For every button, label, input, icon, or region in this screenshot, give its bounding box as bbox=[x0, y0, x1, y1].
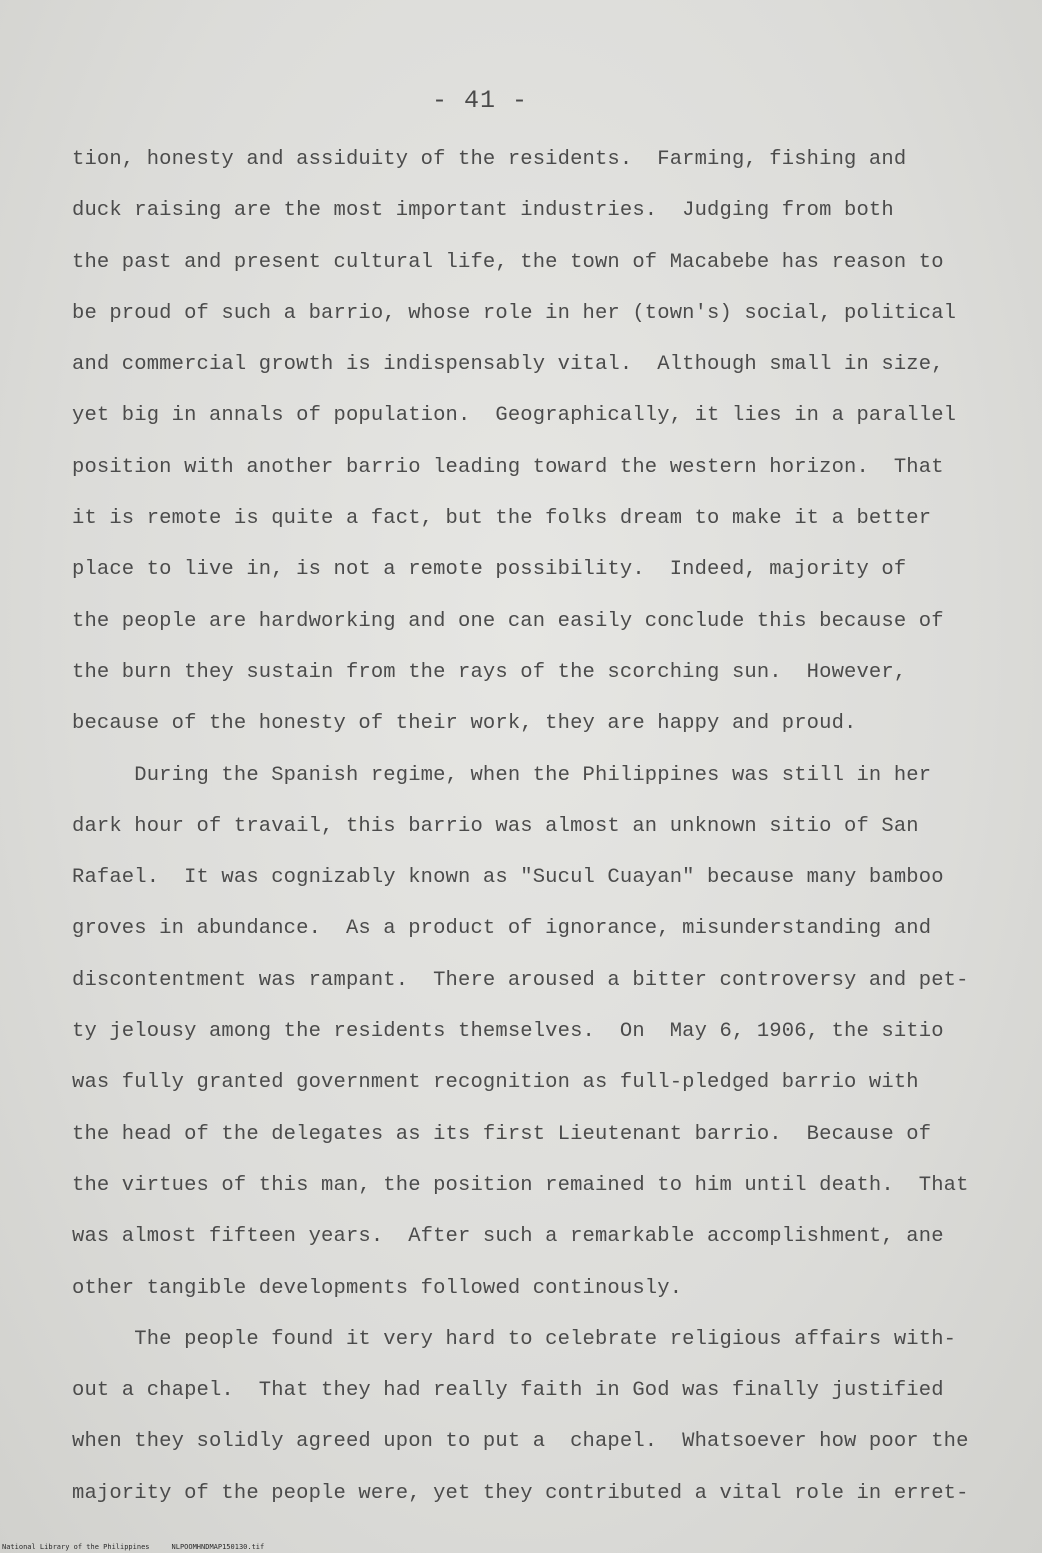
text-line: when they solidly agreed upon to put a chapel. Whatsoever how poor the bbox=[72, 1430, 969, 1454]
footer-filename: NLPOOMHNDMAP150130.tif bbox=[171, 1543, 265, 1551]
text-line: discontentment was rampant. There aroused a bitter controversy and pet- bbox=[72, 968, 969, 992]
footer-library: National Library of the Philippines bbox=[2, 1543, 150, 1551]
text-line: the burn they sustain from the rays of the scorching sun. However, bbox=[72, 660, 907, 684]
text-line: position with another barrio leading toward the western horizon. That bbox=[72, 455, 944, 479]
text-line: groves in abundance. As a product of ignorance, misunderstanding and bbox=[72, 917, 932, 941]
text-line: majority of the people were, yet they contributed a vital role in erret- bbox=[72, 1481, 969, 1505]
text-line: and commercial growth is indispensably vital. Although small in size, bbox=[72, 353, 944, 377]
text-line: the virtues of this man, the position remained to him until death. That bbox=[72, 1173, 969, 1197]
text-line: The people found it very hard to celebrate religious affairs with- bbox=[72, 1327, 957, 1351]
text-line: the past and present cultural life, the town of Macabebe has reason to bbox=[72, 250, 944, 274]
text-line: place to live in, is not a remote possibility. Indeed, majority of bbox=[72, 558, 907, 582]
text-line: yet big in annals of population. Geographically, it lies in a parallel bbox=[72, 404, 957, 428]
text-line: it is remote is quite a fact, but the folks dream to make it a better bbox=[72, 507, 932, 531]
text-line: out a chapel. That they had really faith in God was finally justified bbox=[72, 1379, 944, 1403]
text-line: other tangible developments followed continously. bbox=[72, 1276, 683, 1300]
text-line: the people are hardworking and one can easily conclude this because of bbox=[72, 609, 944, 633]
text-line: because of the honesty of their work, they are happy and proud. bbox=[72, 712, 857, 736]
text-line: be proud of such a barrio, whose role in her (town's) social, political bbox=[72, 301, 957, 325]
text-line: tion, honesty and assiduity of the residents. Farming, fishing and bbox=[72, 148, 907, 171]
text-line: duck raising are the most important industries. Judging from both bbox=[72, 199, 894, 223]
text-line: dark hour of travail, this barrio was almost an unknown sitio of San bbox=[72, 814, 919, 838]
text-line: Rafael. It was cognizably known as "Sucul Cuayan" because many bamboo bbox=[72, 866, 944, 890]
text-line: was almost fifteen years. After such a remarkable accomplishment, ane bbox=[72, 1225, 944, 1249]
body-text bbox=[72, 134, 982, 1519]
footer-caption bbox=[2, 1543, 286, 1551]
text-line: During the Spanish regime, when the Philippines was still in her bbox=[72, 763, 932, 787]
text-line: the head of the delegates as its first Lieutenant barrio. Because of bbox=[72, 1122, 932, 1146]
page-number: - 41 - bbox=[431, 86, 528, 115]
text-line: was fully granted government recognition as full-pledged barrio with bbox=[72, 1071, 919, 1095]
text-line: ty jelousy among the residents themselves. On May 6, 1906, the sitio bbox=[72, 1020, 944, 1044]
